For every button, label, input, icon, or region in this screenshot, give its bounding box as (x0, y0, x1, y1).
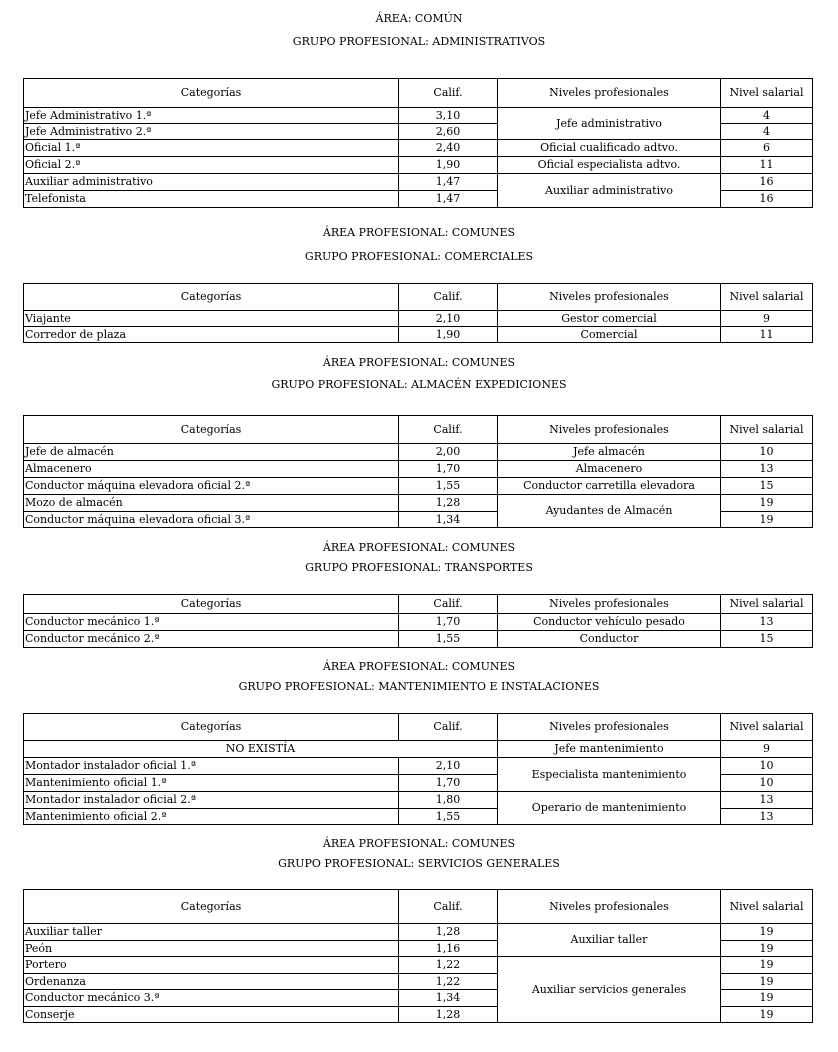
cell-categoria: Oficial 1.ª (24, 140, 399, 157)
cell-nivel: Gestor comercial (498, 311, 721, 327)
cell-salario: 16 (721, 174, 813, 191)
cell-categoria: Viajante (24, 311, 399, 327)
cell-calif: 2,00 (399, 444, 498, 461)
cell-calif: 1,90 (399, 327, 498, 343)
col-nivel-salarial: Nivel salarial (721, 284, 813, 311)
cell-calif: 2,40 (399, 140, 498, 157)
table-header (24, 284, 813, 311)
cell-calif: 1,16 (399, 941, 498, 957)
cell-categoria: Auxiliar administrativo (24, 174, 399, 191)
cell-nivel: Auxiliar administrativo (498, 174, 721, 208)
col-categorias: Categorías (24, 714, 399, 741)
area-title: ÁREA PROFESIONAL: COMUNES (322, 541, 516, 554)
cell-categoria: Mantenimiento oficial 1.ª (24, 775, 399, 792)
col-nivel-salarial: Nivel salarial (721, 890, 813, 924)
area-title: ÁREA PROFESIONAL: COMUNES (322, 837, 516, 850)
cell-salario: 13 (721, 614, 813, 631)
table-row (24, 311, 813, 327)
cell-salario: 4 (721, 124, 813, 140)
cell-calif: 1,28 (399, 924, 498, 941)
table-header (24, 79, 813, 108)
col-categorias: Categorías (24, 284, 399, 311)
cell-nivel: Almacenero (498, 461, 721, 478)
col-nivel-salarial: Nivel salarial (721, 79, 813, 108)
cell-categoria: Portero (24, 957, 399, 974)
cell-salario: 10 (721, 775, 813, 792)
cell-salario: 15 (721, 478, 813, 495)
cell-nivel: Especialista mantenimiento (498, 758, 721, 792)
cell-salario: 19 (721, 1007, 813, 1023)
table-header (24, 595, 813, 614)
cell-salario: 10 (721, 758, 813, 775)
cell-salario: 4 (721, 108, 813, 124)
cell-calif: 1,55 (399, 809, 498, 825)
table-row (24, 792, 813, 809)
cell-salario: 11 (721, 327, 813, 343)
cell-nivel: Oficial cualificado adtvo. (498, 140, 721, 157)
col-categorias: Categorías (24, 79, 399, 108)
cell-calif: 1,28 (399, 495, 498, 512)
cell-calif: 1,80 (399, 792, 498, 809)
col-niveles: Niveles profesionales (498, 284, 721, 311)
col-niveles: Niveles profesionales (498, 890, 721, 924)
cell-salario: 16 (721, 191, 813, 208)
col-nivel-salarial: Nivel salarial (721, 714, 813, 741)
cell-salario: 19 (721, 924, 813, 941)
cell-salario: 19 (721, 512, 813, 528)
table-header (24, 714, 813, 741)
cell-calif: 1,55 (399, 631, 498, 648)
cell-salario: 9 (721, 741, 813, 758)
cell-salario: 10 (721, 444, 813, 461)
cell-categoria: Jefe Administrativo 1.ª (24, 108, 399, 124)
cell-calif: 1,22 (399, 974, 498, 990)
cell-calif: 1,34 (399, 990, 498, 1007)
cell-nivel: Comercial (498, 327, 721, 343)
col-calif: Calif. (399, 284, 498, 311)
table-header (24, 416, 813, 444)
cell-calif: 2,10 (399, 311, 498, 327)
table-row (24, 157, 813, 174)
table-header (24, 890, 813, 924)
cell-nivel: Jefe mantenimiento (498, 741, 721, 758)
col-categorias: Categorías (24, 890, 399, 924)
cell-categoria: Montador instalador oficial 1.ª (24, 758, 399, 775)
cell-categoria: Mantenimiento oficial 2.ª (24, 809, 399, 825)
table-row (24, 614, 813, 631)
cell-calif: 1,28 (399, 1007, 498, 1023)
group-title: GRUPO PROFESIONAL: ALMACÉN EXPEDICIONES (271, 378, 567, 391)
cell-categoria: Conductor mecánico 2.ª (24, 631, 399, 648)
cell-categoria: Almacenero (24, 461, 399, 478)
cell-categoria: Conductor mecánico 1.ª (24, 614, 399, 631)
col-calif: Calif. (399, 416, 498, 444)
col-categorias: Categorías (24, 595, 399, 614)
col-nivel-salarial: Nivel salarial (721, 416, 813, 444)
col-niveles: Niveles profesionales (498, 416, 721, 444)
cell-calif: 1,55 (399, 478, 498, 495)
col-categorias: Categorías (24, 416, 399, 444)
group-title: GRUPO PROFESIONAL: TRANSPORTES (305, 561, 533, 574)
table-row (24, 741, 813, 758)
table-comerciales (23, 283, 812, 343)
group-title: GRUPO PROFESIONAL: MANTENIMIENTO E INSTALACIONES (238, 680, 600, 693)
cell-nivel: Jefe almacén (498, 444, 721, 461)
cell-nivel: Oficial especialista adtvo. (498, 157, 721, 174)
cell-nivel: Conductor carretilla elevadora (498, 478, 721, 495)
cell-calif: 1,70 (399, 614, 498, 631)
cell-categoria: Conductor mecánico 3.ª (24, 990, 399, 1007)
area-title: ÁREA: COMÚN (375, 12, 463, 25)
cell-salario: 9 (721, 311, 813, 327)
col-niveles: Niveles profesionales (498, 79, 721, 108)
cell-categoria: Mozo de almacén (24, 495, 399, 512)
area-title: ÁREA PROFESIONAL: COMUNES (322, 660, 516, 673)
area-title: ÁREA PROFESIONAL: COMUNES (322, 226, 516, 239)
cell-categoria: Jefe Administrativo 2.ª (24, 124, 399, 140)
cell-calif: 3,10 (399, 108, 498, 124)
table-row (24, 461, 813, 478)
cell-calif: 1,70 (399, 775, 498, 792)
col-calif: Calif. (399, 595, 498, 614)
cell-nivel: Auxiliar servicios generales (498, 957, 721, 1023)
cell-salario: 19 (721, 990, 813, 1007)
cell-categoria: Auxiliar taller (24, 924, 399, 941)
table-row (24, 631, 813, 648)
cell-nivel: Conductor (498, 631, 721, 648)
cell-salario: 11 (721, 157, 813, 174)
cell-calif: 1,47 (399, 191, 498, 208)
cell-categoria: Conductor máquina elevadora oficial 3.ª (24, 512, 399, 528)
cell-no-existia: NO EXISTÍA (24, 741, 498, 758)
cell-categoria: Ordenanza (24, 974, 399, 990)
cell-salario: 13 (721, 792, 813, 809)
table-row (24, 495, 813, 512)
cell-nivel: Jefe administrativo (498, 108, 721, 140)
cell-salario: 19 (721, 495, 813, 512)
cell-salario: 6 (721, 140, 813, 157)
group-title: GRUPO PROFESIONAL: COMERCIALES (304, 250, 534, 263)
cell-categoria: Jefe de almacén (24, 444, 399, 461)
cell-nivel: Ayudantes de Almacén (498, 495, 721, 528)
col-niveles: Niveles profesionales (498, 714, 721, 741)
cell-salario: 19 (721, 941, 813, 957)
cell-calif: 1,47 (399, 174, 498, 191)
cell-categoria: Telefonista (24, 191, 399, 208)
table-row (24, 924, 813, 941)
col-nivel-salarial: Nivel salarial (721, 595, 813, 614)
table-row (24, 758, 813, 775)
table-row (24, 478, 813, 495)
table-row (24, 444, 813, 461)
cell-nivel: Conductor vehículo pesado (498, 614, 721, 631)
group-title: GRUPO PROFESIONAL: ADMINISTRATIVOS (292, 35, 546, 48)
table-mantenimiento (23, 713, 812, 825)
cell-nivel: Auxiliar taller (498, 924, 721, 957)
cell-salario: 15 (721, 631, 813, 648)
cell-salario: 19 (721, 957, 813, 974)
cell-categoria: Conductor máquina elevadora oficial 2.ª (24, 478, 399, 495)
cell-nivel: Operario de mantenimiento (498, 792, 721, 825)
group-title: GRUPO PROFESIONAL: SERVICIOS GENERALES (278, 857, 560, 870)
table-row (24, 174, 813, 191)
cell-categoria: Peón (24, 941, 399, 957)
cell-salario: 13 (721, 461, 813, 478)
cell-calif: 2,10 (399, 758, 498, 775)
col-calif: Calif. (399, 890, 498, 924)
area-title: ÁREA PROFESIONAL: COMUNES (322, 356, 516, 369)
cell-categoria: Corredor de plaza (24, 327, 399, 343)
table-servicios-generales (23, 889, 812, 1023)
col-niveles: Niveles profesionales (498, 595, 721, 614)
cell-calif: 2,60 (399, 124, 498, 140)
cell-categoria: Oficial 2.ª (24, 157, 399, 174)
table-administrativos (23, 78, 812, 208)
col-calif: Calif. (399, 714, 498, 741)
table-row (24, 108, 813, 124)
cell-calif: 1,22 (399, 957, 498, 974)
cell-salario: 19 (721, 974, 813, 990)
table-almacen (23, 415, 812, 528)
cell-categoria: Montador instalador oficial 2.ª (24, 792, 399, 809)
cell-calif: 1,70 (399, 461, 498, 478)
table-transportes (23, 594, 812, 648)
table-row (24, 957, 813, 974)
cell-salario: 13 (721, 809, 813, 825)
col-calif: Calif. (399, 79, 498, 108)
cell-categoria: Conserje (24, 1007, 399, 1023)
table-row (24, 140, 813, 157)
cell-calif: 1,90 (399, 157, 498, 174)
cell-calif: 1,34 (399, 512, 498, 528)
table-row (24, 327, 813, 343)
